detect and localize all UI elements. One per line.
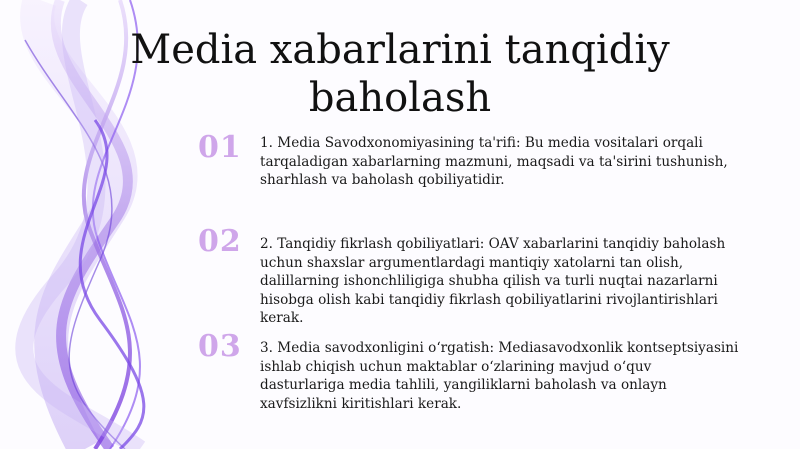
- item-text-02: 2. Tanqidiy fikrlash qobiliyatlari: OAV xabarlarini tanqidiy baholash uchun shaxslar argumentlardagi mantiqiy xatolarni tan olish, dalillarning ishonchliligiga shubha qilish va turli nuqtai nazarlarni hisobga olish kabi tanqidiy fikrlash qobiliyatlarini rivojlantirishlari kerak.: [260, 236, 726, 326]
- item-text-01: 1. Media Savodxonomiyasining ta'rifi: Bu media vositalari orqali tarqaladigan xabarlarning mazmuni, maqsadi va ta'sirini tushunish, sharhlash va baholash qobiliyatidir.: [260, 135, 728, 188]
- item-number-01: 01: [198, 130, 242, 165]
- item-text-03: 3. Media savodxonligini oʻrgatish: Mediasavodxonlik kontseptsiyasini ishlab chiqish uchun maktablar oʻzlarining mavjud oʻquv dasturlariga media tahlili, yangiliklarni baholash va onlayn xavfsizlikni kiritishlari kerak.: [260, 340, 739, 412]
- item-number-02: 02: [198, 224, 242, 259]
- slide-title: Media xabarlarini tanqidiy baholash: [130, 27, 670, 121]
- item-number-03: 03: [198, 329, 242, 364]
